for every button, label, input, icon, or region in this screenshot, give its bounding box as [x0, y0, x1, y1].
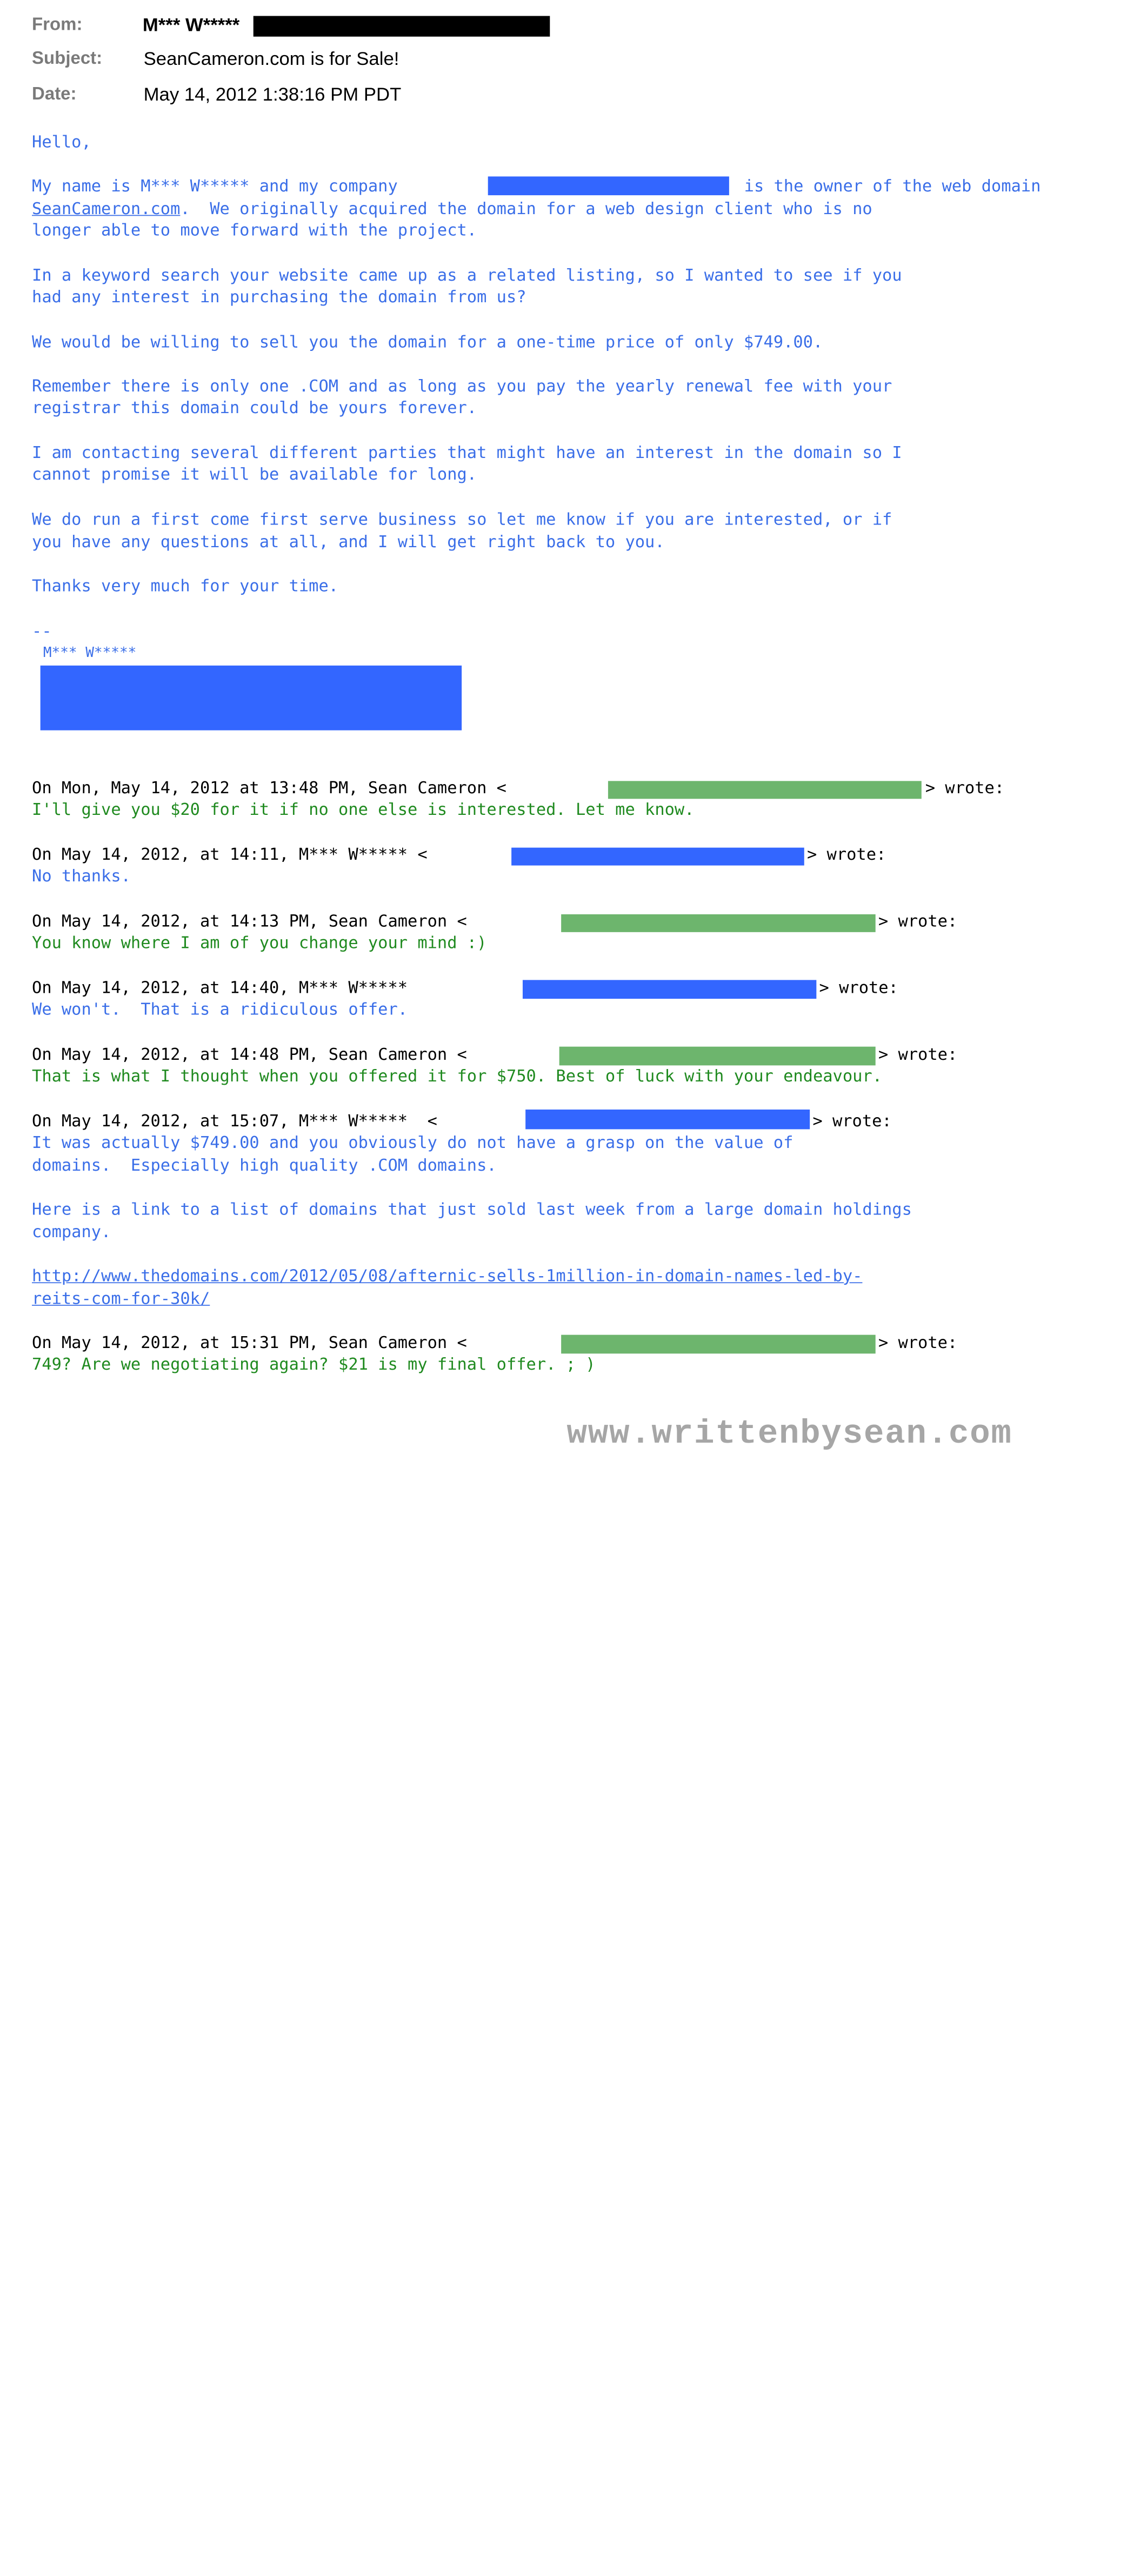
p1-line1-b: is the owner of the web domain — [744, 177, 1041, 196]
p1-line2-rest: . We originally acquired the domain for a web design client who is no — [180, 200, 872, 219]
message-6-line2: domains. Especially high quality .COM domains. — [32, 1156, 497, 1176]
p4-line2: registrar this domain could be yours forever. — [32, 399, 477, 418]
message-4: We won't. That is a ridiculous offer. — [32, 1000, 408, 1020]
redacted-email-3 — [561, 914, 876, 932]
domain-link[interactable]: SeanCameron.com — [32, 200, 181, 219]
message-6-line5: company. — [32, 1223, 111, 1242]
attribution-7-wrote: > wrote: — [878, 1333, 958, 1353]
message-5: That is what I thought when you offered it for $750. Best of luck with your endeavour. — [32, 1067, 883, 1086]
p2-line1: In a keyword search your website came up as a related listing, so I wanted to see if you — [32, 267, 902, 286]
p6-line2: you have any questions at all, and I will get right back to you. — [32, 533, 665, 552]
thanks: Thanks very much for your time. — [32, 577, 339, 596]
message-6-link-cont[interactable] — [32, 1289, 210, 1311]
message-3: You know where I am of you change your mind :) — [32, 934, 487, 953]
subject-label: Subject: — [32, 49, 103, 69]
attribution-4: On May 14, 2012, at 14:40, M*** W***** — [32, 979, 408, 998]
redacted-email-4 — [523, 980, 816, 999]
subject-value: SeanCameron.com is for Sale! — [143, 49, 399, 70]
greeting: Hello, — [32, 133, 91, 152]
watermark-url: www.writtenbysean.com — [566, 1415, 1012, 1453]
attribution-6: On May 14, 2012, at 15:07, M*** W***** < — [32, 1112, 437, 1131]
p1-line2 — [32, 199, 872, 221]
p3: We would be willing to sell you the domain for a one-time price of only $749.00. — [32, 333, 823, 352]
attribution-7: On May 14, 2012, at 15:31 PM, Sean Cameron < — [32, 1333, 467, 1353]
redacted-email-7 — [561, 1335, 876, 1354]
message-2: No thanks. — [32, 867, 131, 886]
message-1: I'll give you $20 for it if no one else is interested. Let me know. — [32, 800, 695, 820]
attribution-3: On May 14, 2012, at 14:13 PM, Sean Cameron < — [32, 912, 467, 932]
redacted-from-address — [254, 16, 550, 37]
message-6-line1: It was actually $749.00 and you obviously do not have a grasp on the value of — [32, 1134, 794, 1153]
attribution-6-wrote: > wrote: — [812, 1112, 892, 1131]
p5-line1: I am contacting several different parties that might have an interest in the domain so I — [32, 444, 902, 463]
signature-dashes: -- — [32, 622, 52, 641]
p6-line1: We do run a first come first serve business so let me know if you are interested, or if — [32, 510, 892, 530]
redacted-signature-block — [41, 666, 462, 731]
signature-name: M*** W***** — [43, 643, 137, 661]
attribution-5-wrote: > wrote: — [878, 1045, 958, 1065]
attribution-1-wrote: > wrote: — [925, 779, 1005, 798]
p4-line1: Remember there is only one .COM and as long as you pay the yearly renewal fee with your — [32, 377, 892, 396]
attribution-3-wrote: > wrote: — [878, 912, 958, 932]
date-value: May 14, 2012 1:38:16 PM PDT — [143, 84, 402, 105]
redacted-email-6 — [525, 1110, 810, 1129]
attribution-5: On May 14, 2012, at 14:48 PM, Sean Cameron < — [32, 1045, 467, 1065]
date-label: Date: — [32, 84, 77, 104]
redacted-email-2 — [511, 848, 804, 866]
message-6-link[interactable] — [32, 1266, 862, 1289]
redacted-email-1 — [608, 781, 922, 799]
domains-link-line2[interactable]: reits-com-for-30k/ — [32, 1290, 210, 1309]
p1-line3: longer able to move forward with the project. — [32, 221, 477, 241]
p1-line1-a: My name is M*** W***** and my company — [32, 177, 398, 196]
domains-link-line1[interactable]: http://www.thedomains.com/2012/05/08/afternic-sells-1million-in-domain-names-led-by- — [32, 1267, 863, 1286]
attribution-2: On May 14, 2012, at 14:11, M*** W***** < — [32, 846, 428, 865]
p2-line2: had any interest in purchasing the domain from us? — [32, 288, 526, 307]
attribution-2-wrote: > wrote: — [806, 846, 886, 865]
message-7: 749? Are we negotiating again? $21 is my final offer. ; ) — [32, 1355, 596, 1375]
message-6-line4: Here is a link to a list of domains that just sold last week from a large domain holdings — [32, 1200, 912, 1220]
attribution-1: On Mon, May 14, 2012 at 13:48 PM, Sean Cameron < — [32, 779, 506, 798]
attribution-4-wrote: > wrote: — [819, 979, 898, 998]
p5-line2: cannot promise it will be available for long. — [32, 466, 477, 484]
redacted-company-name — [488, 176, 729, 195]
redacted-email-5 — [559, 1047, 876, 1066]
from-label: From: — [32, 15, 83, 35]
from-value: M*** W***** — [142, 15, 240, 36]
